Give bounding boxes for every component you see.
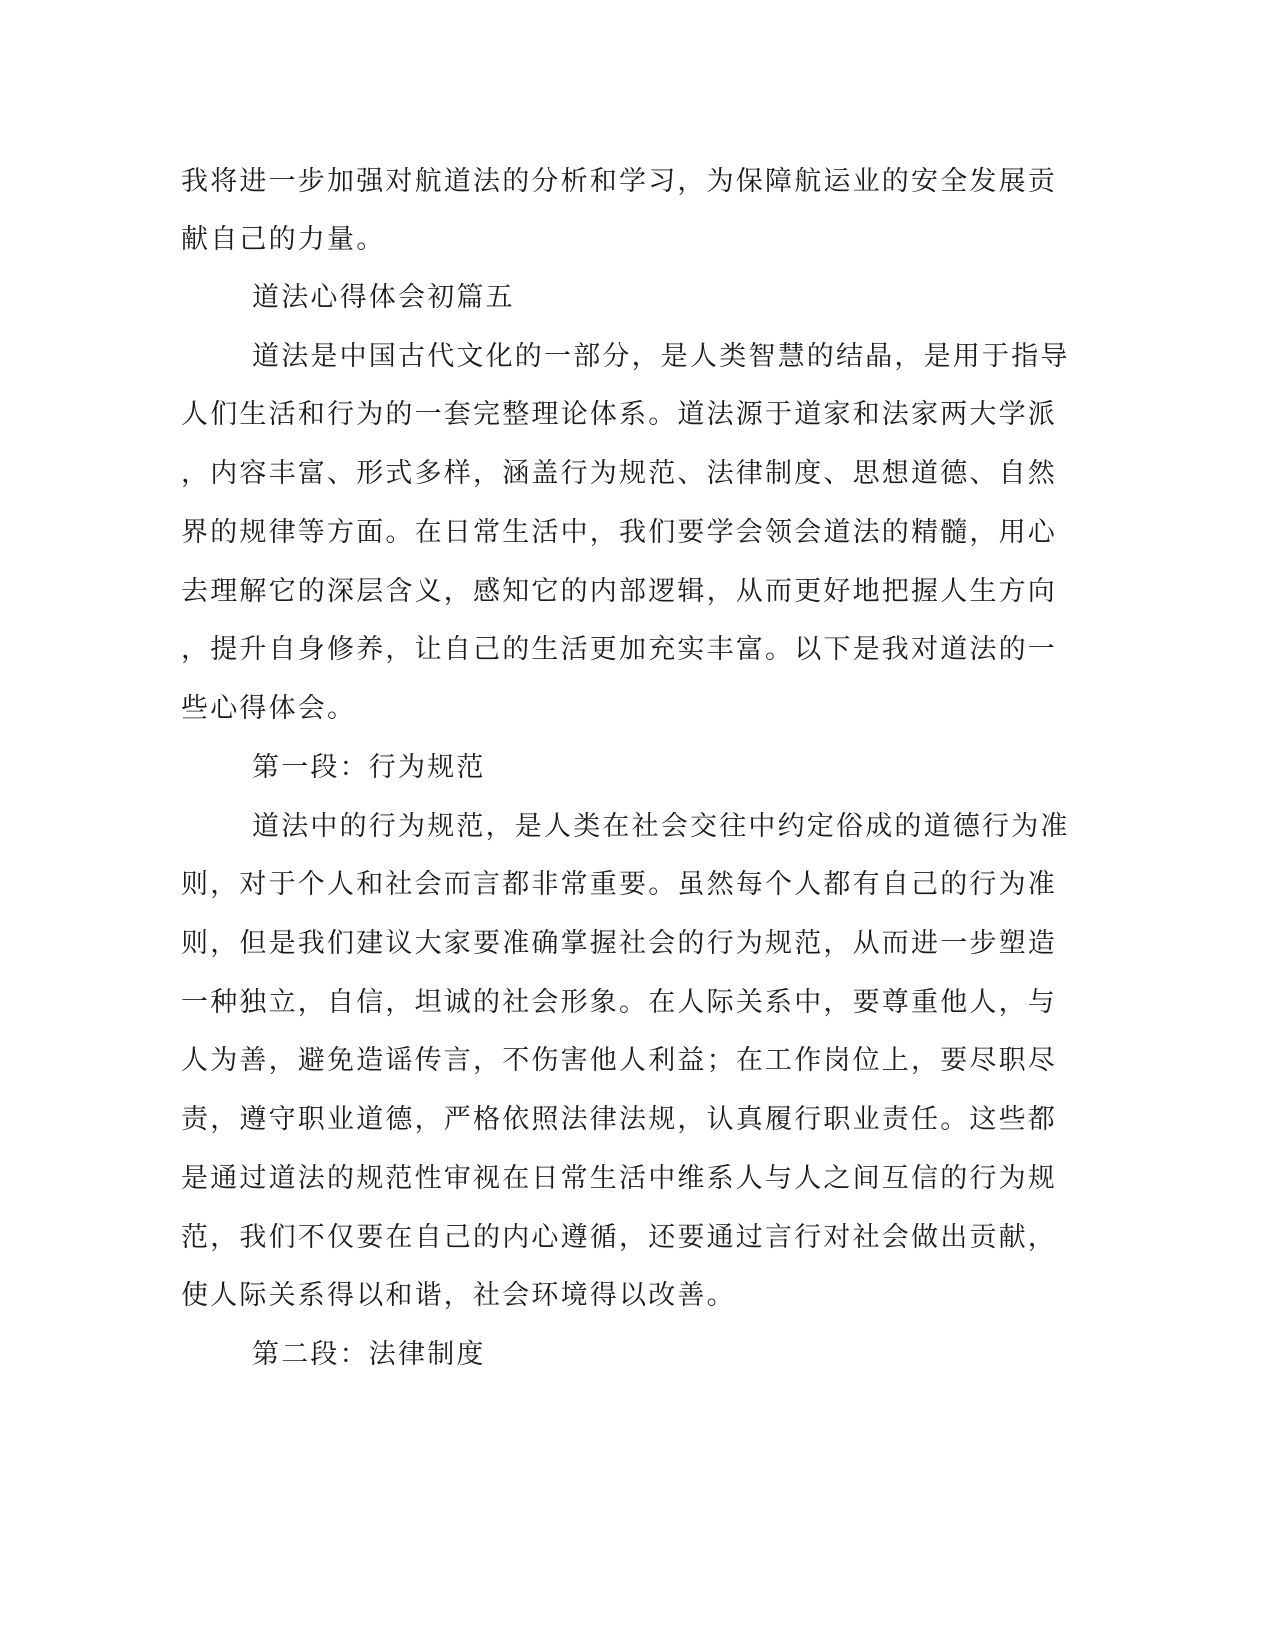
text-line: 则，但是我们建议大家要准确掌握社会的行为规范，从而进一步塑造 [181,928,1057,959]
section-heading: 道法心得体会初篇五 [252,282,515,313]
text-line: 献自己的力量。 [181,224,386,255]
text-line: 是通过道法的规范性审视在日常生活中维系人与人之间互信的行为规 [181,1163,1057,1194]
text-line: 我将进一步加强对航道法的分析和学习，为保障航运业的安全发展贡 [181,166,1057,197]
text-line: 责，遵守职业道德，严格依照法律法规，认真履行职业责任。这些都 [181,1104,1057,1135]
subsection-heading: 第一段：行为规范 [252,752,486,783]
text-line: 界的规律等方面。在日常生活中，我们要学会领会道法的精髓，用心 [181,517,1057,548]
text-line: 些心得体会。 [181,693,357,724]
text-line: ，内容丰富、形式多样，涵盖行为规范、法律制度、思想道德、自然 [181,458,1057,489]
text-line: 一种独立，自信，坦诚的社会形象。在人际关系中，要尊重他人，与 [181,987,1057,1018]
text-line: 范，我们不仅要在自己的内心遵循，还要通过言行对社会做出贡献， [181,1222,1057,1253]
text-line: 人为善，避免造谣传言，不伤害他人利益；在工作岗位上，要尽职尽 [181,1045,1057,1076]
text-line: 去理解它的深层含义，感知它的内部逻辑，从而更好地把握人生方向 [181,576,1057,607]
text-line: 使人际关系得以和谐，社会环境得以改善。 [181,1280,736,1311]
paragraph-first-line: 道法中的行为规范，是人类在社会交往中约定俗成的道德行为准 [252,811,1070,842]
text-line: 则，对于个人和社会而言都非常重要。虽然每个人都有自己的行为准 [181,869,1057,900]
text-line: 人们生活和行为的一套完整理论体系。道法源于道家和法家两大学派 [181,399,1057,430]
text-line: ，提升自身修养，让自己的生活更加充实丰富。以下是我对道法的一 [181,634,1057,665]
subsection-heading: 第二段：法律制度 [252,1339,486,1370]
paragraph-first-line: 道法是中国古代文化的一部分，是人类智慧的结晶，是用于指导 [252,341,1070,372]
